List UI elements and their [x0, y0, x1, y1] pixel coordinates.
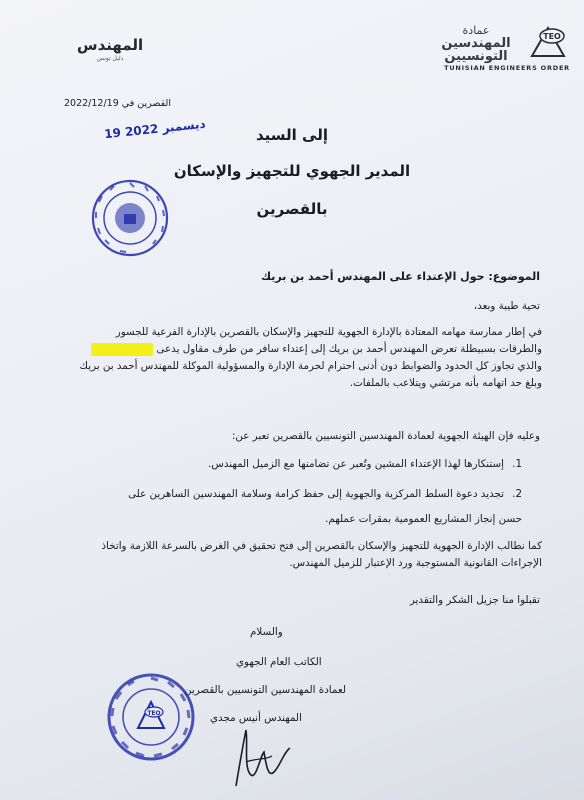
order-stamp-badge: TEO	[147, 710, 161, 717]
list-item-1	[50, 456, 522, 473]
org-line-3: التونسيين	[444, 49, 508, 64]
addressee-line-3: بالقصرين	[256, 200, 328, 218]
secondary-logo-sub: دليل تونس	[96, 55, 124, 62]
teo-badge-icon	[526, 22, 570, 62]
redacted-name-highlight	[91, 343, 153, 356]
signatory-name: المهندس أنيس مجدي	[210, 712, 302, 724]
greeting: تحية طيبة وبعد،	[473, 300, 540, 312]
paragraph-1-line-2-text: والطرقات بسبيطلة تعرض المهندس أحمد بن بريك إلى إعتداء سافر من طرف مقاول يدعى	[156, 343, 542, 355]
secondary-logo-name: المهندس	[76, 36, 144, 54]
paragraph-2-line-1: كما نطالب الإدارة الجهوية للتجهيز والإسكان بالقصرين إلى فتح تحقيق في الغرض بالسرعة اللازمة واتخاذ	[101, 540, 542, 552]
org-line-1: عمادة	[462, 24, 490, 37]
paragraph-1-line-1: في إطار ممارسة مهامه المعتادة بالإدارة الجهوية للتجهيز والإسكان بالقصرين بالإدارة الفرعية للجسور	[115, 326, 542, 338]
signatory-org: لعمادة المهندسين التونسيين بالقصرين	[184, 684, 346, 696]
addressee-line-1: إلى السيد	[256, 126, 328, 144]
handwritten-signature	[226, 722, 306, 792]
secondary-logo	[70, 36, 150, 62]
administration-stamp	[90, 178, 170, 258]
paragraph-2-line-2: الإجراءات القانونية المستوجبة ورد الإعتبار للزميل المهندس.	[289, 557, 542, 569]
received-date-stamp: 19 ديسمبر 2022	[103, 116, 207, 142]
paragraph-1-line-4: وبلغ حد اتهامه بأنه مرتشي ويتلاعب بالملفات.	[349, 377, 542, 389]
list-intro: وعليه فإن الهيئة الجهوية لعمادة المهندسين التونسيين بالقصرين تعبر عن:	[231, 430, 540, 442]
list-item-2	[50, 486, 522, 528]
paragraph-1	[50, 324, 542, 392]
paragraph-1-line-3: والذي تجاوز كل الحدود والضوابط دون أدنى احترام لحرمة الإدارة والمسؤولية الموكلة للمهندس أحمد بن بريك	[79, 360, 542, 372]
list-item-text-continued: حسن إنجاز المشاريع العمومية بمقرات عملهم.	[325, 513, 522, 525]
list-item-number: 1.	[512, 458, 522, 470]
list-item-number: 2.	[512, 488, 522, 500]
thanks-line: تقبلوا منا جزيل الشكر والتقدير	[409, 594, 540, 606]
org-line-2: المهندسين	[441, 36, 511, 51]
paragraph-1-line-2	[50, 341, 542, 358]
list-item-text: إستنكارها لهذا الإعتداء المشين وتُعبر عن تضامنها مع الزميل المهندس.	[207, 458, 504, 470]
subject-line: الموضوع: حول الإعتداء على المهندس أحمد بن بريك	[261, 270, 540, 283]
letterhead-logo	[430, 22, 570, 82]
closing: والسلام	[250, 626, 283, 638]
addressee-line-2: المدير الجهوي للتجهيز والإسكان	[173, 162, 411, 180]
order-stamp	[106, 672, 196, 762]
badge-text: TEO	[543, 32, 561, 41]
paragraph-2	[50, 538, 542, 572]
signatory-title: الكاتب العام الجهوي	[236, 656, 322, 668]
org-name-english: TUNISIAN ENGINEERS ORDER	[444, 64, 570, 72]
org-name-arabic	[428, 24, 524, 63]
list-item-text: تجديد دعوة السلط المركزية والجهوية إلى حفظ كرامة وسلامة المهندسين الساهرين على	[128, 488, 504, 500]
date-line: القصرين في 2022/12/19	[64, 98, 171, 109]
